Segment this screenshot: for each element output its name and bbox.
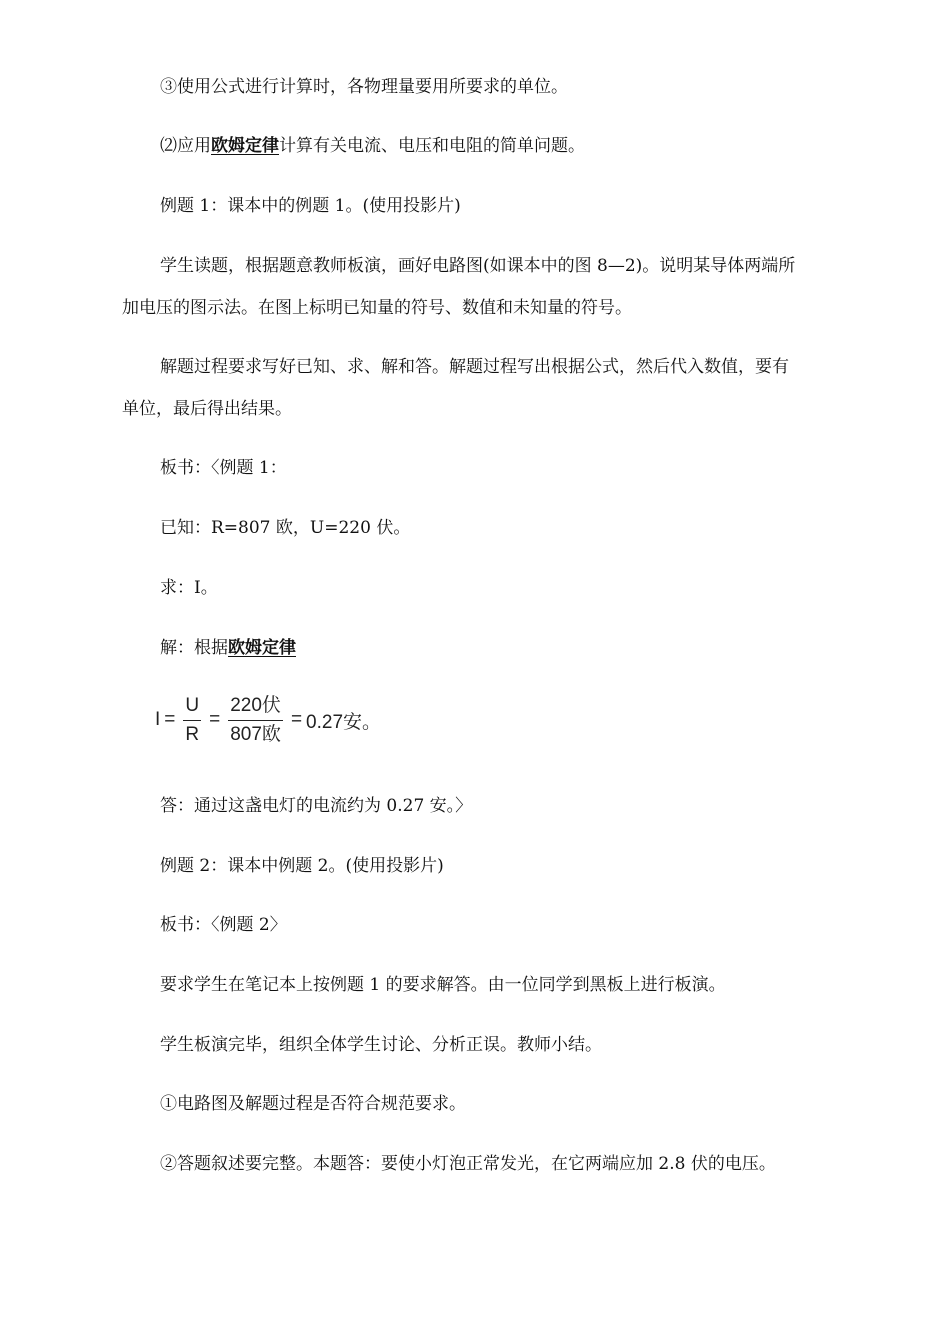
formula-equals: = <box>164 709 176 730</box>
ohms-law-formula <box>155 690 381 750</box>
paragraph-find: 求：I。 <box>160 578 218 598</box>
paragraph-solution-process-line1: 解题过程要求写好已知、求、解和答。解题过程写出根据公式，然后代入数值，要有 <box>160 357 789 377</box>
paragraph-student-task: 要求学生在笔记本上按例题 1 的要求解答。由一位同学到黑板上进行板演。 <box>160 975 726 995</box>
paragraph-units-note: ③使用公式进行计算时，各物理量要用所要求的单位。 <box>160 77 568 97</box>
paragraph-solution-process-line2: 单位，最后得出结果。 <box>122 399 292 419</box>
formula-lhs: I <box>155 709 161 730</box>
paragraph-apply-ohms-law <box>160 133 585 159</box>
paragraph-summary-point2: ②答题叙述要完整。本题答：要使小灯泡正常发光，在它两端应加 2.8 伏的电压。 <box>160 1154 776 1174</box>
keyword-link-ohms-law-2[interactable]: 欧姆定律 <box>228 638 296 658</box>
paragraph-student-reading-line1: 学生读题，根据题意教师板演，画好电路图(如课本中的图 8—2)。说明某导体两端所 <box>160 256 796 276</box>
fraction-u-over-r <box>183 694 201 747</box>
paragraph-summary-point1: ①电路图及解题过程是否符合规范要求。 <box>160 1094 466 1114</box>
fraction-denominator: R <box>185 723 200 745</box>
formula-result: 0.27安。 <box>306 711 382 733</box>
paragraph-answer-example1: 答：通过这盏电灯的电流约为 0.27 安。〉 <box>160 796 473 816</box>
keyword-link-ohms-law[interactable]: 欧姆定律 <box>211 136 279 156</box>
paragraph-example1-intro: 例题 1：课本中的例题 1。(使用投影片) <box>160 196 461 216</box>
paragraph-board-example1: 板书：〈例题 1： <box>160 458 287 478</box>
paragraph-example2-intro: 例题 2：课本中例题 2。(使用投影片) <box>160 856 444 876</box>
text-segment: 解：根据 <box>160 638 228 658</box>
formula-equals: = <box>290 709 303 730</box>
text-segment: 计算有关电流、电压和电阻的简单问题。 <box>279 136 585 156</box>
paragraph-student-reading-line2: 加电压的图示法。在图上标明已知量的符号、数值和未知量的符号。 <box>122 298 632 318</box>
fraction-values <box>228 694 283 747</box>
paragraph-solution-basis <box>160 635 296 661</box>
paragraph-known-values: 已知：R=807 欧，U=220 伏。 <box>160 518 411 538</box>
paragraph-discussion: 学生板演完毕，组织全体学生讨论、分析正误。教师小结。 <box>160 1035 602 1055</box>
formula-equals: = <box>209 709 221 730</box>
paragraph-board-example2: 板书：〈例题 2〉 <box>160 915 287 935</box>
text-segment: ⑵应用 <box>160 136 211 156</box>
fraction-numerator: U <box>183 694 201 721</box>
fraction-denominator: 807欧 <box>230 723 281 745</box>
fraction-numerator: 220伏 <box>228 694 283 721</box>
